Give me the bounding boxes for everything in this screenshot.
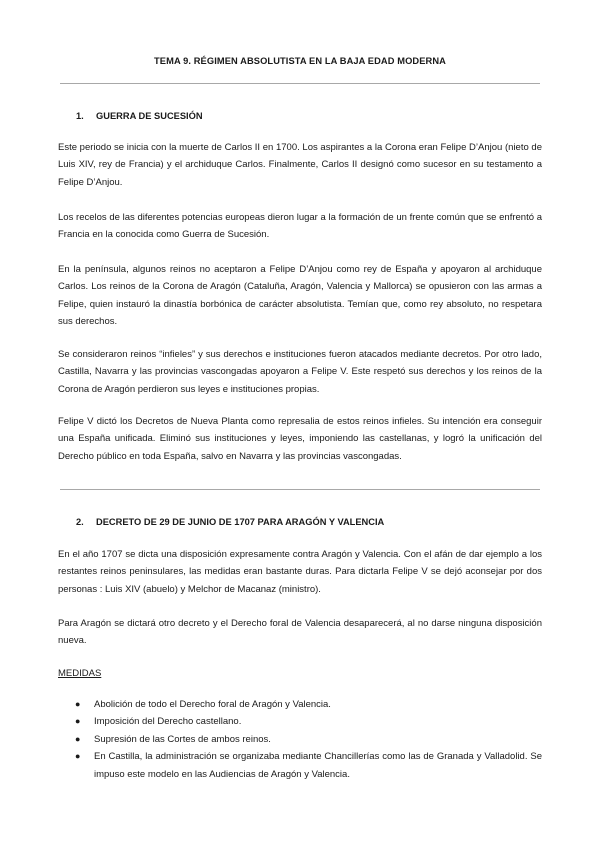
bullet-icon: ● <box>75 699 81 709</box>
list-item <box>58 748 542 783</box>
list-item <box>58 713 542 730</box>
list-item-text: En Castilla, la administración se organizaba mediante Chancillerías como las de Granada y Valladolid. Se impuso este modelo en las Audiencias de Aragón y Valencia. <box>94 751 542 780</box>
list-item <box>58 696 542 713</box>
paragraph: Los recelos de las diferentes potencias europeas dieron lugar a la formación de un frente común que se enfrentó a Francia en la conocida como Guerra de Sucesión. <box>58 212 542 241</box>
list-item <box>58 731 542 748</box>
section-heading <box>76 517 384 527</box>
paragraph: Para Aragón se dictará otro decreto y el Derecho foral de Valencia desaparecerá, al no darse ninguna disposición nueva. <box>58 618 542 647</box>
paragraph: En la península, algunos reinos no aceptaron a Felipe D’Anjou como rey de España y apoyaron al archiduque Carlos. Los reinos de la Corona de Aragón (Cataluña, Aragón, Valencia y Mallorca) se opusieron con las armas a Felipe, quien instauró la dinastía borbónica de carácter absolutista. Temían que, como rey absoluto, no respetara sus derechos. <box>58 264 542 328</box>
document-title: TEMA 9. RÉGIMEN ABSOLUTISTA EN LA BAJA EDAD MODERNA <box>154 56 446 66</box>
section-heading <box>76 111 203 121</box>
section-number: 1. <box>76 111 84 121</box>
list-item-text: Imposición del Derecho castellano. <box>94 716 242 728</box>
paragraph: Se consideraron reinos “infieles” y sus derechos e instituciones fueron atacados mediante decretos. Por otro lado, Castilla, Navarra y las provincias vascongadas apoyaron a Felipe V. Este respetó sus derechos y los reinos de la Corona de Aragón perdieron sus leyes e instituciones propias. <box>58 349 542 395</box>
paragraph: Felipe V dictó los Decretos de Nueva Planta como represalia de estos reinos infieles. Su intención era conseguir una España unificada. Eliminó sus instituciones y leyes, imponiendo las castellanas, y logró la unificación del Derecho público en toda España, salvo en Navarra y las provincias vascongadas. <box>58 416 542 462</box>
divider <box>60 83 540 84</box>
paragraph: Este periodo se inicia con la muerte de Carlos II en 1700. Los aspirantes a la Corona eran Felipe D’Anjou (nieto de Luis XIV, rey de Francia) y el archiduque Carlos. Finalmente, Carlos II designó como sucesor en su testamento a Felipe D’Anjou. <box>58 142 542 188</box>
bullet-icon: ● <box>75 716 81 727</box>
list-item-text: Supresión de las Cortes de ambos reinos. <box>94 733 271 745</box>
subheading-medidas: MEDIDAS <box>58 668 102 679</box>
measures-list <box>58 696 542 783</box>
section-title: GUERRA DE SUCESIÓN <box>96 111 203 121</box>
section-number: 2. <box>76 517 84 527</box>
divider <box>60 489 540 490</box>
bullet-icon: ● <box>75 733 81 744</box>
section-title: DECRETO DE 29 DE JUNIO DE 1707 PARA ARAGÓN Y VALENCIA <box>96 517 385 527</box>
list-item-text: Abolición de todo el Derecho foral de Aragón y Valencia. <box>94 699 331 710</box>
paragraph: En el año 1707 se dicta una disposición expresamente contra Aragón y Valencia. Con el afán de dar ejemplo a los restantes reinos peninsulares, las medidas eran bastante duras. Para dictarla Felipe V se dejó aconsejar por dos personas : Luis XIV (abuelo) y Melchor de Macanaz (ministro). <box>58 549 542 595</box>
bullet-icon: ● <box>75 751 81 762</box>
